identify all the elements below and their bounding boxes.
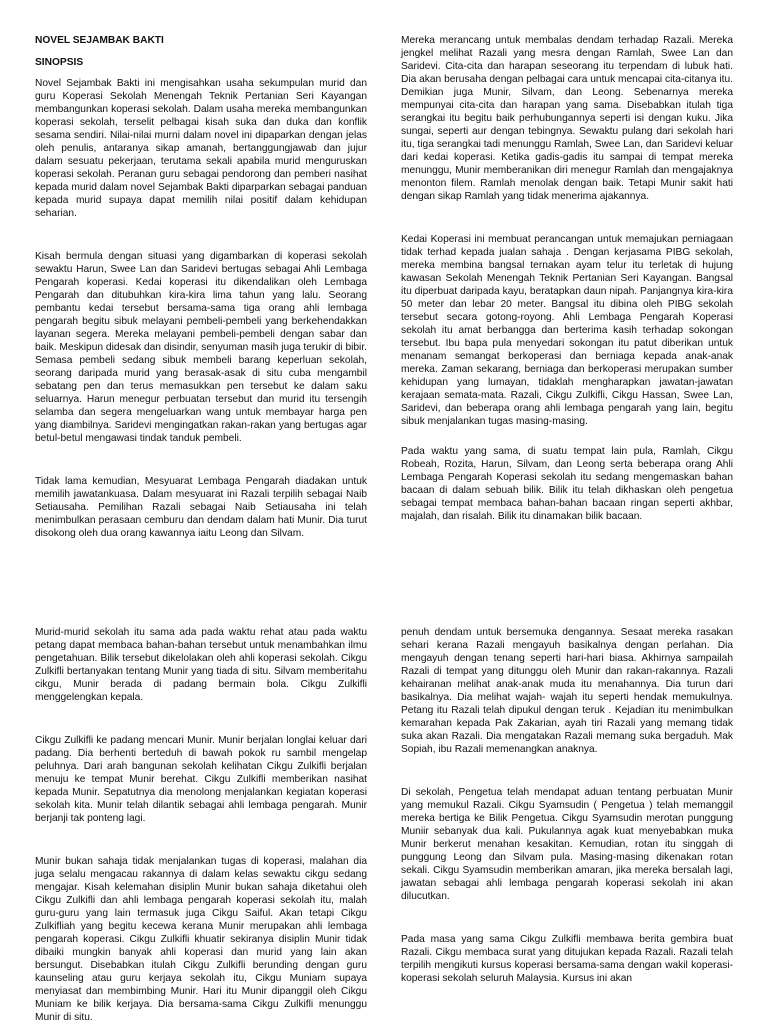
paragraph: Kisah bermula dengan situasi yang digambarkan di koperasi sekolah sewaktu Harun, Swee Lan dan Saridevi bertugas sebagai Ahli Lembaga Pengarah koperasi. Kedai koperasi itu dikendalikan oleh Lembaga Pengarah dan ditubuhkan kira-kira lima tahun yang lalu. Seorang pembantu kedai tersebut bersama-sama tiga orang ahli lembaga pengarah begitu sibuk melayani pembeli-pembeli yang berkehendakkan layanan segera. Mereka melayani pembeli-pembeli dengan sabar dan baik. Meskipun didesak dan disindir, senyuman masih juga terukir di bibir. Semasa pembeli sedang sibuk membeli barang keperluan sekolah, seorang daripada murid yang berasak-asak di situ cuba mengambil sebatang pen dan terus memasukkan pen tersebut ke dalam saku seluarnya. Harun menegur perbuatan tersebut dan murid itu tersengih selamba dan segera mengeluarkan wang untuk membayar harga pen yang diambilnya. Saridevi mengingatkan rakan-rakan yang bertugas agar betul-betul mengawasi tindak tanduk pembeli. bbox=[35, 251, 367, 444]
paragraph: Tidak lama kemudian, Mesyuarat Lembaga Pengarah diadakan untuk memilih jawatankuasa. Dalam mesyuarat ini Razali terpilih sebagai Naib Setiausaha. Pemilihan Razali sebagai Naib Setiausaha ini telah menimbulkan perasaan cemburu dan dendam dalam hati Munir. Dia turut disokong oleh dua orang kawannya iaitu Leong dan Silvam. bbox=[35, 476, 367, 539]
section-heading-sinopsis: SINOPSIS bbox=[35, 57, 84, 68]
paragraph: Munir bukan sahaja tidak menjalankan tugas di koperasi, malahan dia juga selalu mengacau rakannya di dalam kelas sewaktu cikgu sedang mengajar. Kisah kelemahan disiplin Munir bukan sahaja diketahui oleh Cikgu Zulkifli dan ahli lembaga pengarah koperasi sekolah itu, malah guru-guru yang lain termasuk juga Cikgu Saiful. Akan tetapi Cikgu Zulkifliah yang begitu kecewa kerana Munir merupakan ahli lembaga pengarah koperasi. Cikgu Zulkifli khuatir sekiranya disiplin Munir tidak dibaiki mungkin banyak ahli koperasi dan murid yang lain akan bersungut. Disebabkan itulah Cikgu Zulkifli berunding dengan guru kaunseling atau guru kerjaya sekolah itu, Cikgu Muniam supaya menyiasat dan membimbing Munir. Hari itu Munir dipanggil oleh Cikgu Muniam ke bilik kerjaya. Dia bersama-sama Cikgu Zulkifli menunggu Munir di situ. bbox=[35, 856, 367, 1023]
paragraph: Cikgu Zulkifli ke padang mencari Munir. Munir berjalan longlai keluar dari padang. Dia berhenti berteduh di bawah pokok ru sambil mengelap peluhnya. Dari arah bangunan sekolah kelihatan Cikgu Zulkifli berjalan menuju ke tempat Munir berehat. Cikgu Zulkifli memberikan nasihat kepada Munir. Sepatutnya dia menolong menjalankan kegiatan koperasi sekolah kita. Munir telah dilantik sebagai ahli lembaga pengarah. Munir berjanji tak ponteng lagi. bbox=[35, 735, 367, 824]
paragraph: Novel Sejambak Bakti ini mengisahkan usaha sekumpulan murid dan guru Koperasi Sekolah Menengah Teknik Pertanian Seri Kayangan membangunkan koperasi sekolah. Dalam usaha mereka membangunkan koperasi sekolah, terselit pelbagai kisah suka dan duka dan konflik sesama sendiri. Nilai-nilai murni dalam novel ini dipaparkan dengan jelas oleh penulis, antaranya sikap amanah, bertanggungjawab dan jujur dalam sesuatu pekerjaan, terutama sekali apabila murid menguruskan koperasi sekolah. Peranan guru sebagai pendorong dan pemberi nasihat kepada murid dalam novel Sejambak Bakti diparparkan sebagai panduan kepada murid supaya dapat memilih nilai positif dalam kehidupan seharian. bbox=[35, 78, 367, 219]
top-left-column bbox=[35, 34, 367, 540]
paragraph: Di sekolah, Pengetua telah mendapat aduan tentang perbuatan Munir yang memukul Razali. Cikgu Syamsudin ( Pengetua ) telah memanggil mereka bertiga ke Bilik Pengetua. Cikgu Syamsudin merotan punggung Muniir sebanyak dua kali. Pukulannya agak kuat menyebabkan muka Munir berkerut menahan kesakitan. Kemudian, rotan itu singgah di punggung Leong dan Silvam pula. Masing-masing dikenakan rotan sekali. Cikgu Syamsudin memberikan amaran, jika mereka bersalah lagi, jawatan sebagai ahli lembaga pengarah koperasi sekolah ini akan dilucutkan. bbox=[401, 787, 733, 902]
paragraph: Mereka merancang untuk membalas dendam terhadap Razali. Mereka jengkel melihat Razali yang mesra dengan Ramlah, Swee Lan dan Saridevi. Cita-cita dan harapan seseorang itu terpendam di lubuk hati. Dia akan berusaha dengan pelbagai cara untuk mencapai cita-citanya itu. Demikian juga Munir, Silvam, dan Leong. Sebenarnya mereka mempunyai cita-cita dan harapan yang sama. Disebabkan itulah tiga serangkai itu begitu baik perhubungannya seperti isi dengan kuku. Jika sungai, seperti aur dengan tebingnya. Sewaktu pulang dari sekolah hari itu, tiga serangkai tadi menunggu Ramlah, Swee Lan, dan Saridevi keluar dari kedai koperasi. Ketika gadis-gadis itu sampai di tempat mereka menunggu, Munir memberanikan diri menegur Ramlah dan mengajaknya menonton filem. Ramlah menolak dengan baik. Tetapi Munir sakit hati dengan sikap Ramlah yang tidak menerima ajakannya. bbox=[401, 35, 733, 202]
document-title: NOVEL SEJAMBAK BAKTI bbox=[35, 35, 164, 46]
paragraph: Kedai Koperasi ini membuat perancangan untuk memajukan perniagaan tidak terhad kepada jualan sahaja . Dengan kerjasama PIBG sekolah, mereka membina bangsal ternakan ayam telur itu terletak di hujung kawasan Sekolah Menengah Teknik Pertanian Seri Kayangan. Bangsal itu diperbuat daripada kayu, beratapkan daun nipah. Panjangnya kira-kira 50 meter dan lebar 20 meter. Bangsal itu dibina oleh PIBG sekolah tersebut secara gotong-royong. Ahli Lembaga Pengarah Koperasi sekolah itu amat berbangga dan berterima kasih terhadap sokongan tersebut. Ibu bapa pula menyedari sokongan itu patut diberikan untuk menanam semangat berkoperasi dan berniaga kepada anak-anak mereka. Zaman sekarang, berniaga dan berkoperasi merupakan sumber kehidupan yang lumayan, tidaklah mengharapkan jawatan-jawatan kerajaan semata-mata. Razali, Cikgu Zulkifli, Cikgu Hassan, Swee Lan, Saridevi, dan beberapa orang ahli lembaga pengarah yang lain, begitu sibuk menjalankan tugas masing-masing. bbox=[401, 234, 733, 427]
bottom-right-column bbox=[401, 626, 733, 985]
bottom-left-column bbox=[35, 626, 367, 1024]
paragraph: penuh dendam untuk bersemuka dengannya. Sesaat mereka rasakan sehari kerana Razali mengayuh basikalnya dengan perlahan. Dia mengayuh dengan tenang seperti hari-hari biasa. Akhirnya sampailah Razali di tempat yang ditunggu oleh Munir dan rakan-rakannya. Razali kehairanan melihat anak-anak muda itu menahannya. Dia turun dari basikalnya. Dia melihat wajah- wajah itu seperti hendak memukulnya. Petang itu Razali telah dipukul dengan teruk . Kejadian itu menimbulkan kemarahan kepada Pak Zakarian, ayah tiri Razali yang memang tidak suka akan Razali. Dia mengatakan Razali memang suka bergaduh. Mak Sopiah, ibu Razali memenangkan anaknya. bbox=[401, 627, 733, 755]
paragraph: Pada masa yang sama Cikgu Zulkifli membawa berita gembira buat Razali. Cikgu membaca surat yang ditujukan kepada Razali. Razali telah terpilih mengikuti kursus koperasi bersama-sama dengan wakil koperasi-koperasi sekolah seluruh Malaysia. Kursus ini akan bbox=[401, 934, 733, 984]
paragraph: Murid-murid sekolah itu sama ada pada waktu rehat atau pada waktu petang dapat membaca bahan-bahan tersebut untuk menambahkan ilmu pengetahuan. Bilik tersebut dikelolakan oleh ahli koperasi sekolah. Cikgu Zulkifli bertanyakan tentang Munir yang tiada di situ. Silvam memberitahu cikgu, Munir berada di padang bermain bola. Cikgu Zulkifli menggelengkan kepala. bbox=[35, 627, 367, 703]
top-right-column bbox=[401, 34, 733, 523]
paragraph: Pada waktu yang sama, di suatu tempat lain pula, Ramlah, Cikgu Robeah, Rozita, Harun, Silvam, dan Leong serta beberapa orang Ahli Lembaga Pengarah Koperasi sekolah itu sedang mengemaskan bahan bacaan di dalam sebuah bilik. Bilik itu telah dikhaskan oleh pengetua sebagai tempat membaca bahan-bahan bacaan ringan seperti akhbar, majalah, dan risalah. Bilik itu dinamakan bilik bacaan. bbox=[401, 446, 733, 522]
